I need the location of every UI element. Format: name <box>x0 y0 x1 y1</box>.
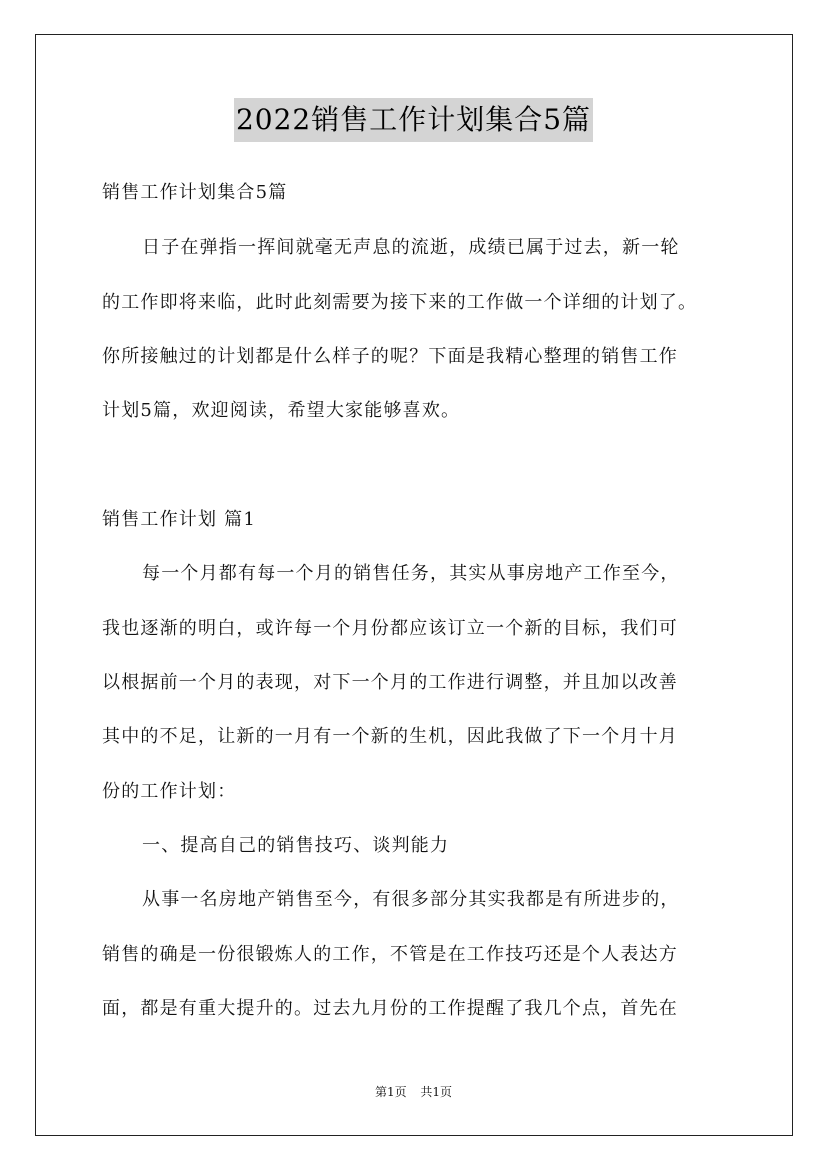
page-footer <box>0 1084 827 1100</box>
document-title: 2022销售工作计划集合5篇 <box>234 98 593 142</box>
intro-line-3: 你所接触过的计划都是什么样子的呢？下面是我精心整理的销售工作 <box>102 346 678 367</box>
intro-line-2: 的工作即将来临，此时此刻需要为接下来的工作做一个详细的计划了。 <box>102 292 698 313</box>
section1-line-1: 每一个月都有每一个月的销售任务，其实从事房地产工作至今， <box>142 563 680 584</box>
section1-line-5: 份的工作计划： <box>102 781 237 802</box>
intro-line-4: 计划5篇，欢迎阅读，希望大家能够喜欢。 <box>102 400 461 421</box>
point1-line-3: 面，都是有重大提升的。过去九月份的工作提醒了我几个点，首先在 <box>102 998 678 1019</box>
page-total: 共1页 <box>420 1085 453 1099</box>
page-number: 第1页 <box>374 1085 407 1099</box>
section1-heading: 销售工作计划 篇1 <box>102 509 256 530</box>
point1-line-2: 销售的确是一份很锻炼人的工作，不管是在工作技巧还是个人表达方 <box>102 944 678 965</box>
title-container <box>0 98 827 142</box>
section1-line-3: 以根据前一个月的表现，对下一个月的工作进行调整，并且加以改善 <box>102 672 678 693</box>
document-subtitle: 销售工作计划集合5篇 <box>102 182 288 203</box>
section1-line-2: 我也逐渐的明白，或许每一个月份都应该订立一个新的目标，我们可 <box>102 618 678 639</box>
section1-line-4: 其中的不足，让新的一月有一个新的生机，因此我做了下一个月十月 <box>102 726 678 747</box>
point1-heading: 一、提高自己的销售技巧、谈判能力 <box>142 835 450 856</box>
point1-line-1: 从事一名房地产销售至今，有很多部分其实我都是有所进步的， <box>142 889 680 910</box>
intro-line-1: 日子在弹指一挥间就毫无声息的流逝，成绩已属于过去，新一轮 <box>142 237 680 258</box>
